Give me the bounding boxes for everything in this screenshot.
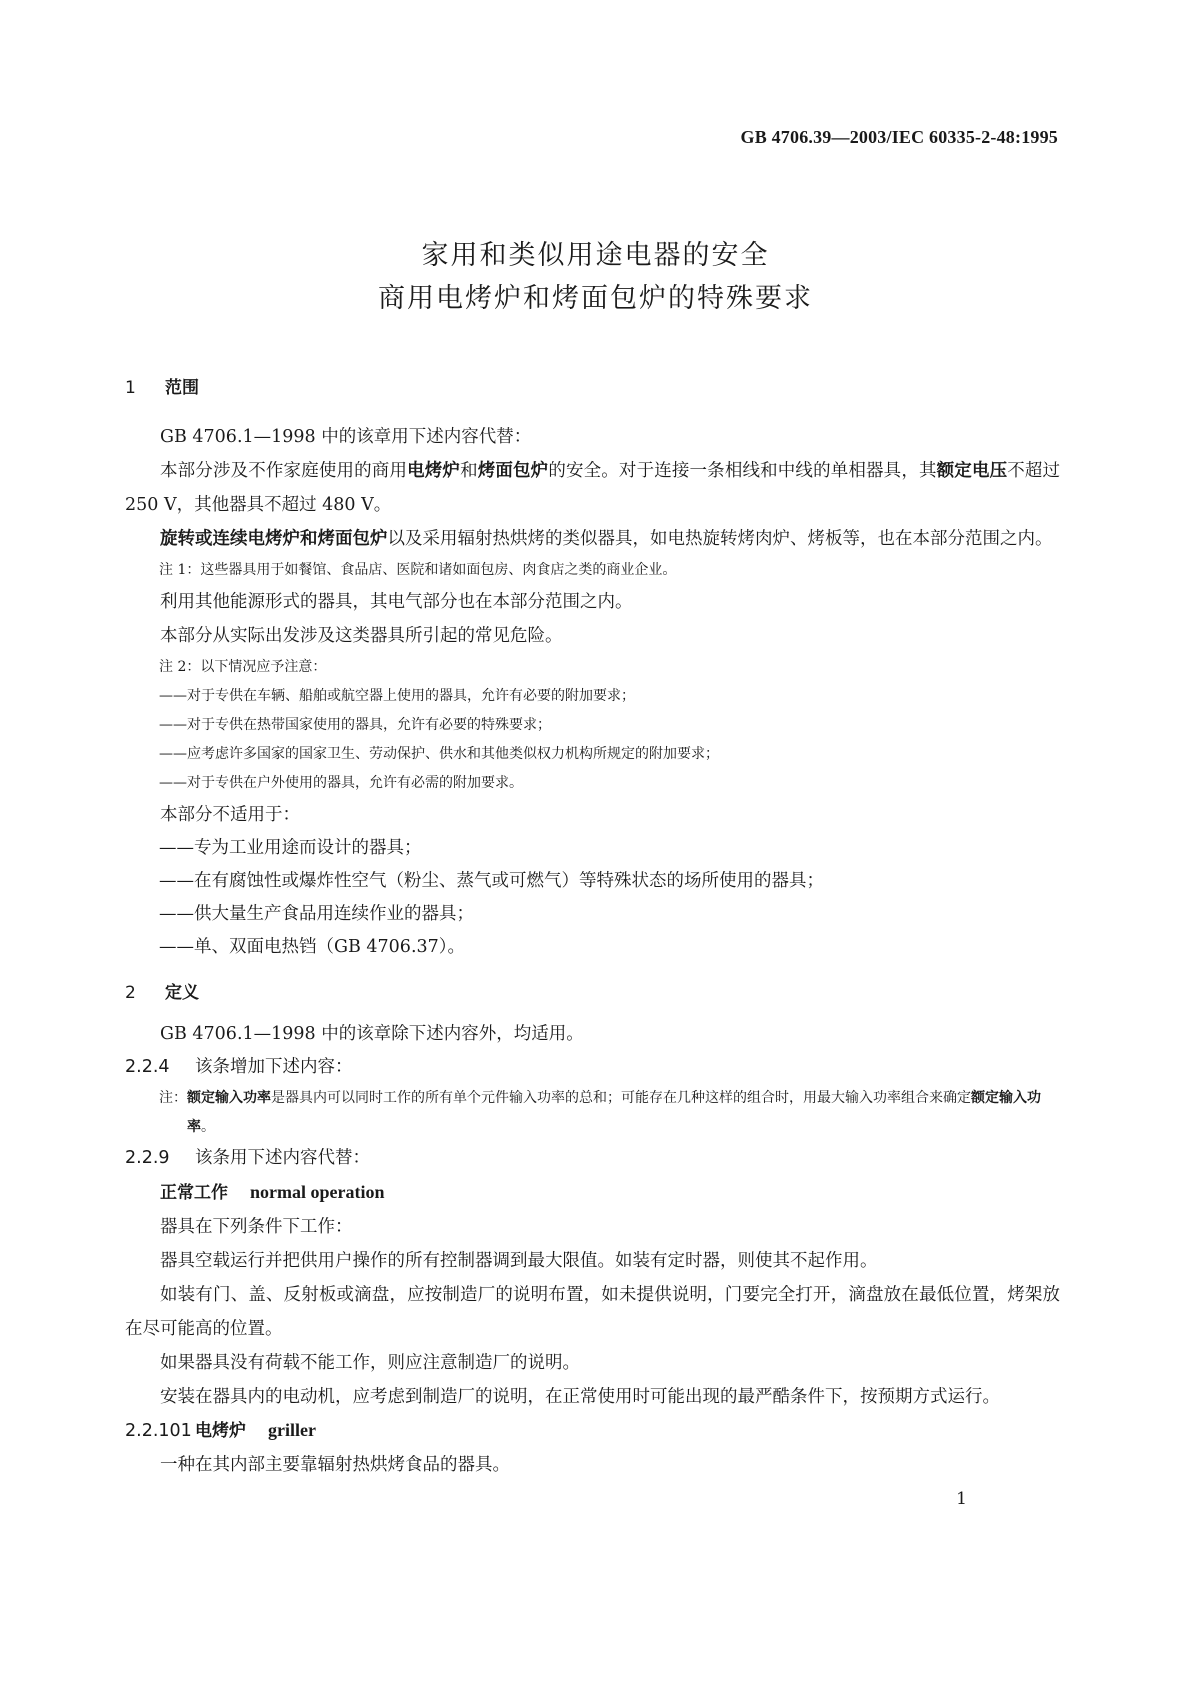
section-title: 范围: [165, 378, 199, 398]
section-number: 1: [125, 378, 136, 398]
scope-paragraph-5: 本部分不适用于：: [160, 805, 300, 825]
definitions-intro: GB 4706.1—1998 中的该章除下述内容外，均适用。: [160, 1024, 584, 1044]
exclusion-item: ——单、双面电热铛（GB 4706.37）。: [159, 937, 466, 957]
bold-term: 烤面包炉: [477, 461, 549, 481]
exclusion-item: ——供大量生产食品用连续作业的器具；: [159, 904, 474, 924]
standard-code: GB 4706.39—2003/IEC 60335-2-48:1995: [740, 127, 1058, 147]
clause-2-2-4: 2.2.4 该条增加下述内容：: [125, 1051, 1060, 1084]
exclusion-item: ——专为工业用途而设计的器具；: [159, 838, 422, 858]
clause-2-2-9-paragraph: 器具在下列条件下工作：: [160, 1217, 353, 1237]
note-2-item: ——对于专供在热带国家使用的器具，允许有必要的特殊要求；: [159, 717, 551, 733]
clause-2-2-9-paragraph: 如果器具没有荷载不能工作，则应注意制造厂的说明。: [160, 1353, 580, 1373]
document-title-line2: 商用电烤炉和烤面包炉的特殊要求: [378, 283, 813, 314]
section-title: 定义: [165, 983, 199, 1003]
clause-2-2-101: 2.2.101 电烤炉 griller: [125, 1414, 1060, 1448]
note-2-item: ——对于专供在户外使用的器具，允许有必需的附加要求。: [159, 775, 523, 791]
bold-term: 旋转或连续电烤炉和烤面包炉: [160, 529, 388, 549]
bold-term: 额定输入功率: [187, 1090, 1041, 1135]
exclusion-item: ——在有腐蚀性或爆炸性空气（粉尘、蒸气或可燃气）等特殊状态的场所使用的器具；: [159, 871, 824, 891]
clause-number: 2.2.101: [125, 1421, 192, 1441]
section-number: 2: [125, 983, 136, 1003]
bold-term: 额定电压: [936, 461, 1008, 481]
section-heading-definitions: [125, 978, 1060, 1003]
clause-2-2-4-note: 注：额定输入功率是器具内可以同时工作的所有单个元件输入功率的总和；可能存在几种这样的组合时，用最大输入功率组合来确定额定输入功率。: [159, 1090, 1041, 1135]
scope-paragraph-3: 利用其他能源形式的器具，其电气部分也在本部分范围之内。: [160, 592, 633, 612]
note-1: 注 1：这些器具用于如餐馆、食品店、医院和诸如面包房、肉食店之类的商业企业。: [159, 562, 677, 578]
note-2-item: ——对于专供在车辆、船舶或航空器上使用的器具，允许有必要的附加要求；: [159, 688, 635, 704]
term-normal-operation: 正常工作 normal operation: [160, 1182, 385, 1203]
scope-paragraph-2: 旋转或连续电烤炉和烤面包炉以及采用辐射热烘烤的类似器具，如电热旋转烤肉炉、烤板等，也在本部分范围之内。: [160, 529, 1053, 549]
page-number: 1: [956, 1489, 967, 1509]
note-2-item: ——应考虑许多国家的国家卫生、劳动保护、供水和其他类似权力机构所规定的附加要求；: [159, 746, 719, 762]
clause-number: 2.2.4: [125, 1057, 170, 1077]
section-heading-scope: [125, 373, 1060, 398]
document-body: [125, 373, 1060, 1482]
clause-2-2-9-paragraph: 安装在器具内的电动机，应考虑到制造厂的说明，在正常使用时可能出现的最严酷条件下，按预期方式运行。: [160, 1387, 1000, 1407]
clause-2-2-9-paragraph: 如装有门、盖、反射板或滴盘，应按制造厂的说明布置，如未提供说明，门要完全打开，滴盘放在最低位置，烤架放在尽可能高的位置。: [125, 1285, 1060, 1339]
scope-paragraph-1: 本部分涉及不作家庭使用的商用电烤炉和烤面包炉的安全。对于连接一条相线和中线的单相器具，其额定电压不超过 250 V，其他器具不超过 480 V。: [125, 461, 1061, 515]
scope-paragraph-4: 本部分从实际出发涉及这类器具所引起的常见危险。: [160, 626, 563, 646]
bold-term: 电烤炉: [407, 461, 461, 481]
bold-term: 额定输入功率: [187, 1090, 271, 1106]
clause-number: 2.2.9: [125, 1148, 170, 1168]
definition-griller: 一种在其内部主要靠辐射热烘烤食品的器具。: [160, 1455, 510, 1475]
scope-intro: GB 4706.1—1998 中的该章用下述内容代替：: [160, 427, 532, 447]
note-2: 注 2：以下情况应予注意：: [159, 659, 327, 675]
clause-2-2-9-paragraph: 器具空载运行并把供用户操作的所有控制器调到最大限值。如装有定时器，则使其不起作用。: [160, 1251, 878, 1271]
document-title-line1: 家用和类似用途电器的安全: [421, 240, 770, 271]
clause-2-2-9: 2.2.9 该条用下述内容代替：: [125, 1142, 1060, 1175]
